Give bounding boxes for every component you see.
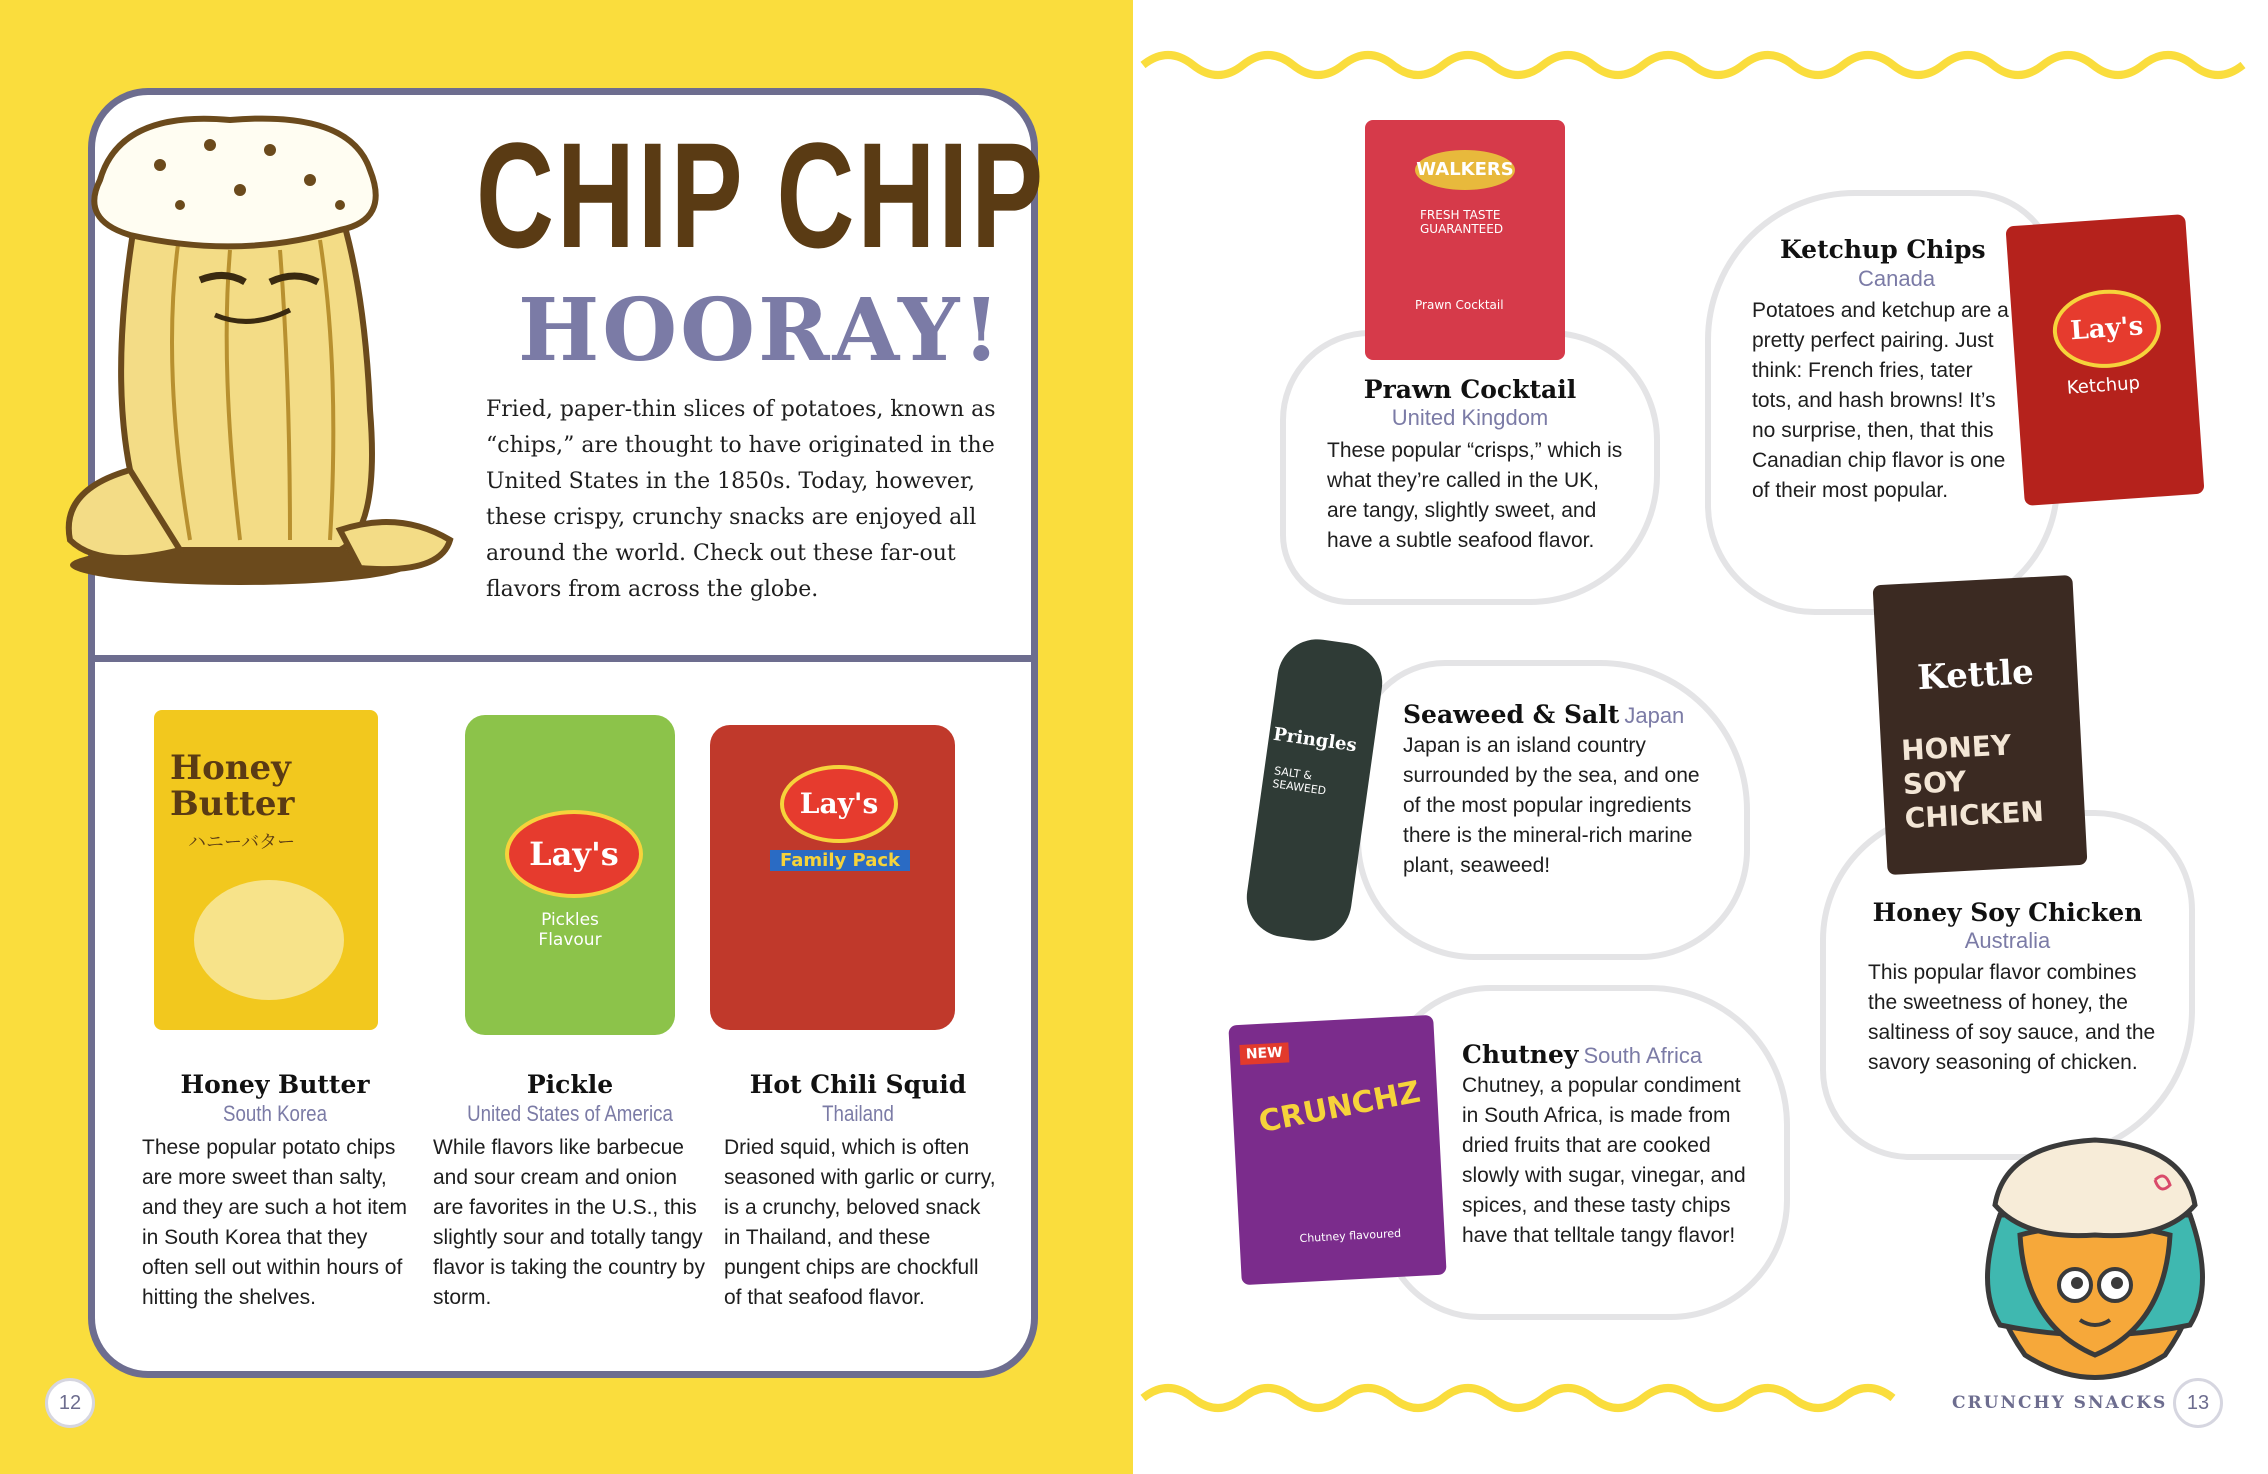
product-name: Prawn Cocktail (1363, 375, 1577, 404)
product-country: United Kingdom (1391, 405, 1549, 430)
honey-jar-illustration (1965, 1125, 2225, 1395)
bag-sub: ハニーバター (188, 832, 296, 853)
product-name: Pickle (526, 1070, 614, 1099)
bag-brand: Honey Butter (170, 748, 295, 824)
product-country: Japan (1624, 703, 1685, 728)
honey-butter-bag-image (154, 710, 378, 1030)
page-number-right: 13 (2173, 1378, 2223, 1428)
ketchup-bag-image (2005, 214, 2204, 506)
product-country: Thailand (822, 1101, 894, 1126)
hot-chili-squid-bag-image (710, 725, 955, 1030)
bag-sub: Prawn Cocktail (1415, 298, 1504, 312)
product-card-honey-butter (140, 705, 380, 1035)
prawn-cocktail-bag-image (1365, 120, 1565, 360)
product-description: These popular potato chips are more sweet than salty, and they are such a hot item in South Korea that they often sell out within hours of hitting the shelves. (142, 1136, 407, 1309)
product-country: South Korea (223, 1101, 327, 1126)
product-name: Ketchup Chips (1780, 235, 1986, 264)
bag-brand: Kettle (1916, 652, 2035, 699)
bag-tag: FRESH TASTE GUARANTEED (1420, 208, 1504, 236)
product-name: Honey Soy Chicken (1872, 898, 2143, 927)
product-name: Chutney (1462, 1040, 1579, 1069)
product-description: This popular flavor combines the sweetness of honey, the saltiness of soy sauce, and the savory seasoning of chicken. (1868, 961, 2156, 1074)
page-subtitle: HOORAY! (518, 280, 1004, 381)
top-wavy-border (1133, 40, 2268, 80)
chutney-bag-image (1228, 1015, 1446, 1285)
product-name: Seaweed & Salt (1403, 700, 1620, 729)
bag-sub: Ketchup (2066, 372, 2141, 399)
product-card-pickle (460, 715, 680, 1035)
product-description: Dried squid, which is often seasoned with garlic or curry, is a crunchy, beloved snack in Thailand, and these pungent chips are chockfull of that seafood flavor. (724, 1136, 996, 1309)
bag-brand: WALKERS (1415, 150, 1515, 190)
product-country: Canada (1858, 266, 1936, 291)
bag-brand: CRUNCHZ (1255, 1074, 1424, 1141)
bag-sub: Pickles Flavour (538, 910, 602, 950)
product-description: Potatoes and ketchup are a pretty perfect pairing. Just think: French fries, tater tots, and hash browns! It’s no surprise, then, that this Canadian chip flavor is one of their most popular. (1752, 299, 2009, 502)
chutney-heading (1462, 1040, 1702, 1069)
bag-sub: HONEY SOY CHICKEN (1900, 728, 2045, 836)
product-country: Australia (1964, 928, 2051, 953)
page-number-left: 12 (45, 1378, 95, 1428)
product-description: Chutney, a popular condiment in South Africa, is made from dried fruits that are cooked slowly with sugar, vinegar, and spices, and these tasty chips have that telltale tangy flavor! (1462, 1074, 1746, 1247)
pickle-bag-image (465, 715, 675, 1035)
bottom-wavy-border (1133, 1378, 1933, 1418)
page-title: CHIP CHIP (476, 111, 1047, 279)
card-divider (88, 655, 1038, 662)
section-label: CRUNCHY SNACKS (1952, 1393, 2168, 1413)
bag-brand: Lay's (505, 810, 643, 898)
product-description: These popular “crisps,” which is what they’re called in the UK, are tangy, slightly sweet, and have a subtle seafood flavor. (1327, 439, 1623, 552)
bag-brand: Lay's (2050, 286, 2163, 371)
bag-brand: Pringles (1271, 723, 1358, 757)
bag-brand: Lay's (780, 765, 898, 843)
product-country: South Africa (1583, 1043, 1703, 1068)
bag-sub: Family Pack (770, 850, 910, 871)
product-description: Japan is an island country surrounded by the sea, and one of the most popular ingredients there is the mineral-rich marine plant, seaweed! (1403, 734, 1700, 877)
product-country: United States of America (467, 1101, 673, 1126)
honey-soy-bag-image (1873, 575, 2088, 875)
product-description: While flavors like barbecue and sour cream and onion are favorites in the U.S., this slightly sour and totally tangy flavor is taking the country by storm. (433, 1136, 705, 1309)
bag-sub: SALT & SEAWEED (1271, 764, 1327, 798)
product-name: Hot Chili Squid (749, 1070, 967, 1099)
bag-sub: Chutney flavoured (1299, 1226, 1402, 1246)
seaweed-heading (1403, 700, 1684, 729)
bag-tag: NEW (1239, 1042, 1289, 1065)
chip-mascot-illustration (40, 110, 460, 600)
intro-paragraph: Fried, paper-thin slices of potatoes, known as “chips,” are thought to have originated in the United States in the 1850s. Today, however, these crispy, crunchy snacks are enjoyed all around the world. Check out these far-out flavors from across the globe. (486, 397, 996, 602)
product-card-hot-chili-squid (710, 725, 955, 1030)
product-name: Honey Butter (180, 1070, 370, 1099)
